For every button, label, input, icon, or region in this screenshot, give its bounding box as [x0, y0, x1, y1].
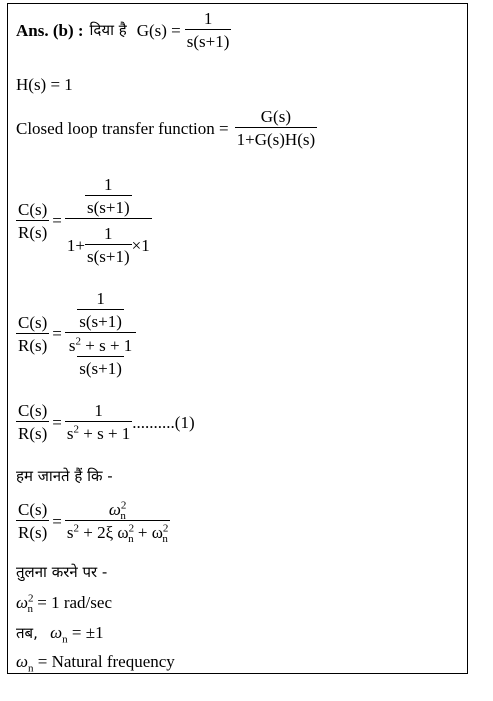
- c-of-s: C(s): [18, 199, 48, 219]
- compound-fraction: [65, 176, 152, 265]
- cr-fraction: [16, 201, 49, 241]
- answer-box: [7, 3, 468, 674]
- gs-numerator: 1: [203, 9, 213, 28]
- inner-den: s(s+1): [77, 309, 124, 330]
- compound-fraction-2: [65, 290, 136, 377]
- given-gs-line: [16, 10, 231, 50]
- inner-num: 1: [104, 175, 113, 194]
- cltf-line: [16, 108, 317, 148]
- compare-text: तुलना करने पर -: [16, 563, 108, 581]
- compound-numerator: [83, 176, 134, 218]
- r-of-s: R(s): [16, 421, 49, 442]
- one-plus: 1+: [66, 235, 85, 255]
- gs-lhs: G(s) =: [136, 20, 181, 40]
- result-den: $s^2 + s + 1$: [65, 421, 132, 442]
- c-of-s: C(s): [18, 401, 48, 420]
- result-line: $\frac{C(s)}{R(s)}$ = $\frac{1}{s^2 + s + 1}$ ..........(1): [18, 401, 195, 443]
- compound-denominator: [65, 218, 152, 265]
- c-of-s: C(s): [18, 500, 48, 519]
- gs-denominator: s(s+1): [185, 29, 232, 50]
- wn-value-line: तब, $\omega_n = \pm 1$: [16, 623, 104, 646]
- r-of-s: R(s): [16, 220, 49, 241]
- inner-num-2: 1: [104, 224, 113, 243]
- poly-numerator: $s^2 + s + 1$: [68, 335, 133, 355]
- cltf-fraction: [235, 108, 318, 148]
- inner-num: 1: [96, 289, 105, 308]
- standard-form-line: $\frac{C(s)}{R(s)}$ = $\frac{\omega^2_n}{s^2 + 2\xi \omega^2_n + \omega^2_n}$: [18, 499, 169, 546]
- wn-definition-line: $\omega_n$ = Natural frequency: [16, 652, 175, 675]
- then-text: तब,: [16, 624, 38, 642]
- inner-den-2: s(s+1): [85, 244, 132, 265]
- r-of-s: R(s): [16, 333, 49, 354]
- cltf-numerator: G(s): [260, 107, 291, 126]
- wn-squared-line: $\omega^2_n = 1$ rad/sec: [16, 592, 112, 616]
- std-den: $s^2 + 2\xi$ $\omega^2_n + \omega^2_n$: [65, 520, 170, 541]
- result-num: 1: [94, 401, 103, 420]
- substitution-line: $\frac{C(s)}{R(s)}$ = $\frac{1}{s(s+1)}$ 1+ $\frac{1}{s(s+1)}$ ×1: [18, 175, 150, 266]
- given-text: दिया है: [89, 20, 127, 39]
- c-of-s: C(s): [18, 312, 48, 332]
- inner-den: s(s+1): [85, 195, 132, 216]
- inner-den-3: s(s+1): [77, 356, 124, 377]
- std-num: $\omega^2_n$: [108, 499, 127, 523]
- gs-fraction: [185, 10, 232, 50]
- hs-line: H(s) = 1: [16, 75, 73, 94]
- equation-ref: ..........(1): [132, 412, 195, 432]
- simplify-line: $\frac{C(s)}{R(s)}$ = $\frac{\frac{1}{s(s+1)}}{\frac{s^2 + s + 1}{s(s+1)}}$: [16, 290, 136, 377]
- cltf-denominator: 1+G(s)H(s): [235, 127, 318, 148]
- answer-label: Ans. (b) :: [16, 20, 84, 40]
- we-know-text: हम जानते हैं कि -: [16, 467, 113, 485]
- r-of-s: R(s): [16, 520, 49, 541]
- times-one: ×1: [131, 235, 150, 255]
- cltf-label: Closed loop transfer function =: [16, 118, 229, 138]
